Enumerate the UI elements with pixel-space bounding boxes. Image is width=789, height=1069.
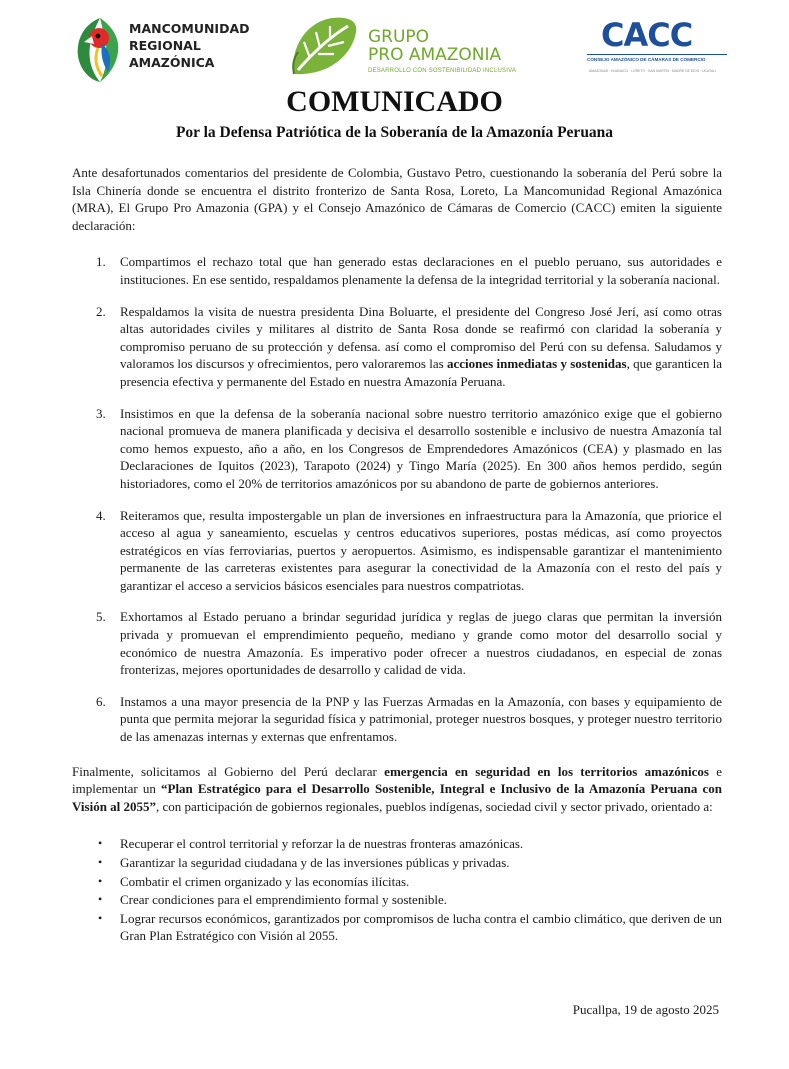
point-number: 3. <box>96 405 106 421</box>
mra-name-line1: MANCOMUNIDAD <box>129 21 250 36</box>
header-logos <box>0 10 789 90</box>
cacc-logo <box>585 14 725 84</box>
objective-text: Recuperar el control territorial y reforzar la de nuestras fronteras amazónicas. <box>120 836 524 852</box>
gpa-logo <box>288 14 518 84</box>
cacc-regions: AMAZONAS · HUÁNUCO · LORETO · SAN MARTÍN · MADRE DE DIOS · UCAYALI <box>589 69 717 73</box>
point-text: Respaldamos la visita de nuestra presidenta Dina Boluarte, el presidente del Congreso José Jerí, así como otras altas autoridades civiles y militares al distrito de Santa Rosa donde se reafirmó con claridad la soberanía y compromiso peruano de su protección y defensa. así como el compromiso del Perú con su defensa. Saludamos y valoramos los discursos y ofrecimientos, pero valoraremos las <box>120 303 722 372</box>
bullet-icon: • <box>98 892 103 907</box>
mra-name-line3: AMAZÓNICA <box>129 55 215 70</box>
declaration-point-6 <box>72 693 722 746</box>
objective-item <box>72 891 722 909</box>
objective-text: Crear condiciones para el emprendimiento formal y sostenible. <box>120 892 448 908</box>
point-number: 6. <box>96 693 106 709</box>
gpa-name-line2: PRO AMAZONIA <box>368 45 502 65</box>
document-title: COMUNICADO <box>286 85 503 118</box>
mra-name-line2: REGIONAL <box>129 38 201 53</box>
closing-paragraph <box>72 763 722 816</box>
document-subtitle: Por la Defensa Patriótica de la Soberanía de la Amazonía Peruana <box>175 124 614 141</box>
objective-item <box>72 873 722 891</box>
declaration-point-1 <box>72 253 722 288</box>
point-number: 1. <box>96 254 106 270</box>
objective-item <box>72 854 722 872</box>
point-number: 4. <box>96 507 106 523</box>
objective-item <box>72 835 722 853</box>
intro-paragraph: Ante desafortunados comentarios del presidente de Colombia, Gustavo Petro, cuestionando la soberanía del Perú sobre la Isla Chinería donde se encuentra el distrito fronterizo de Santa Rosa, Loreto, La Mancomunidad Regional Amazónica (MRA), El Grupo Pro Amazonia (GPA) y el Consejo Amazónico de Cámaras de Comercio (CACC) emiten la siguiente declaración: <box>72 165 722 233</box>
document-body <box>72 164 722 946</box>
gpa-name-line1: GRUPO <box>368 27 430 47</box>
declaration-point-4 <box>72 507 722 595</box>
mra-logo <box>72 14 250 84</box>
declaration-point-2 <box>72 303 722 391</box>
cacc-wordmark: CACC <box>601 16 693 54</box>
objectives-list <box>72 835 722 945</box>
point-text-end: , que garanticen la presencia efectiva y permanente del Estado en nuestra Amazonía Peruana. <box>120 356 722 389</box>
cacc-subtitle: CONSEJO AMAZÓNICO DE CÁMARAS DE COMERCIO <box>587 54 727 62</box>
bullet-icon: • <box>98 910 103 925</box>
point-number: 2. <box>96 303 106 319</box>
objective-text: Combatir el crimen organizado y las economías ilícitas. <box>120 873 410 889</box>
declaration-point-3 <box>72 405 722 493</box>
bullet-icon: • <box>98 873 103 888</box>
point-bold-text: acciones inmediatas y sostenidas <box>447 356 627 372</box>
mra-name <box>129 20 250 71</box>
leaf-emblem-icon <box>288 14 360 82</box>
gpa-tagline: DESARROLLO CON SOSTENIBILIDAD INCLUSIVA <box>368 68 517 74</box>
bullet-icon: • <box>98 855 103 869</box>
declaration-point-5 <box>72 608 722 678</box>
bullet-icon: • <box>98 836 103 851</box>
closing-text-1: Finalmente, solicitamos al Gobierno del Perú declarar <box>72 763 385 779</box>
objective-text: Garantizar la seguridad ciudadana y de las inversiones públicas y privadas. <box>120 855 510 870</box>
point-text: Exhortamos al Estado peruano a brindar seguridad jurídica y reglas de juego claras que permitan la inversión privada y promuevan el emprendimiento pequeño, mediano y grande como motor del desarrollo social y económico de nuestra Amazonía. Es imperativo poder ofrecer a nuestros ciudadanos, en especial de zonas fronterizas, mejores oportunidades de desarrollo y calidad de vida. <box>120 609 722 678</box>
point-number: 5. <box>96 609 106 625</box>
closing-text-2: e implementar un <box>72 763 723 797</box>
declaration-list <box>72 253 722 745</box>
closing-bold-1: emergencia en seguridad en los territorios amazónicos <box>384 763 709 779</box>
point-text: Instamos a una mayor presencia de la PNP y las Fuerzas Armadas en la Amazonía, con bases y equipamiento de punta que permita mejorar la seguridad física y patrimonial, proteger nuestros bosques, y proteger nuestro territorio de las amenazas internas y externas que enfrentamos. <box>120 693 722 745</box>
macaw-emblem-icon <box>72 16 128 84</box>
point-text: Compartimos el rechazo total que han generado estas declaraciones en el pueblo peruano, sus autoridades e instituciones. En ese sentido, respaldamos plenamente la defensa de la integridad territorial y la soberanía nacional. <box>120 254 722 287</box>
document-date: Pucallpa, 19 de agosto 2025 <box>572 1002 719 1017</box>
point-text: Insistimos en que la defensa de la soberanía nacional sobre nuestro territorio amazónico exige que el gobierno nacional promueva de manera planificada y decisiva el desarrollo sostenible e inclusivo de nuestra Amazonía tal como hemos expuesto, año a año, en los Congresos de Emprendedores Amazónicos (CEA) y plasmado en las Declaraciones de Iquitos (2023), Tarapoto (2024) y Tingo María (2025). En 300 años hemos perdido, según historiadores, como el 20% de territorios amazónicos por su abandono de parte de gobiernos anteriores. <box>120 405 722 491</box>
objective-text: Lograr recursos económicos, garantizados por compromisos de lucha contra el cambio climático, que deriven de un Gran Plan Estratégico con Visión al 2055. <box>120 910 722 944</box>
closing-bold-2: “Plan Estratégico para el Desarrollo Sostenible, Integral e Inclusivo de la Amazonía Peruana con Visión al 2055” <box>72 781 722 814</box>
point-text: Reiteramos que, resulta impostergable un plan de inversiones en infraestructura para la Amazonía, que priorice el acceso al agua y saneamiento, escuelas y centros educativos superiores, postas médicas, así como proyectos estratégicos en vías ferroviarias, puertos y aeropuertos. Asimismo, es indispensable garantizar el mantenimiento permanente de las carreteras existentes para asegurar la conectividad de la Amazonía con el resto del país y garantizar el acceso a servicios básicos esenciales para nuestros compatriotas. <box>120 507 722 593</box>
closing-text-3: , con participación de gobiernos regionales, pueblos indígenas, sociedad civil y sector privado, orientado a: <box>156 798 713 814</box>
objective-item <box>72 910 722 945</box>
